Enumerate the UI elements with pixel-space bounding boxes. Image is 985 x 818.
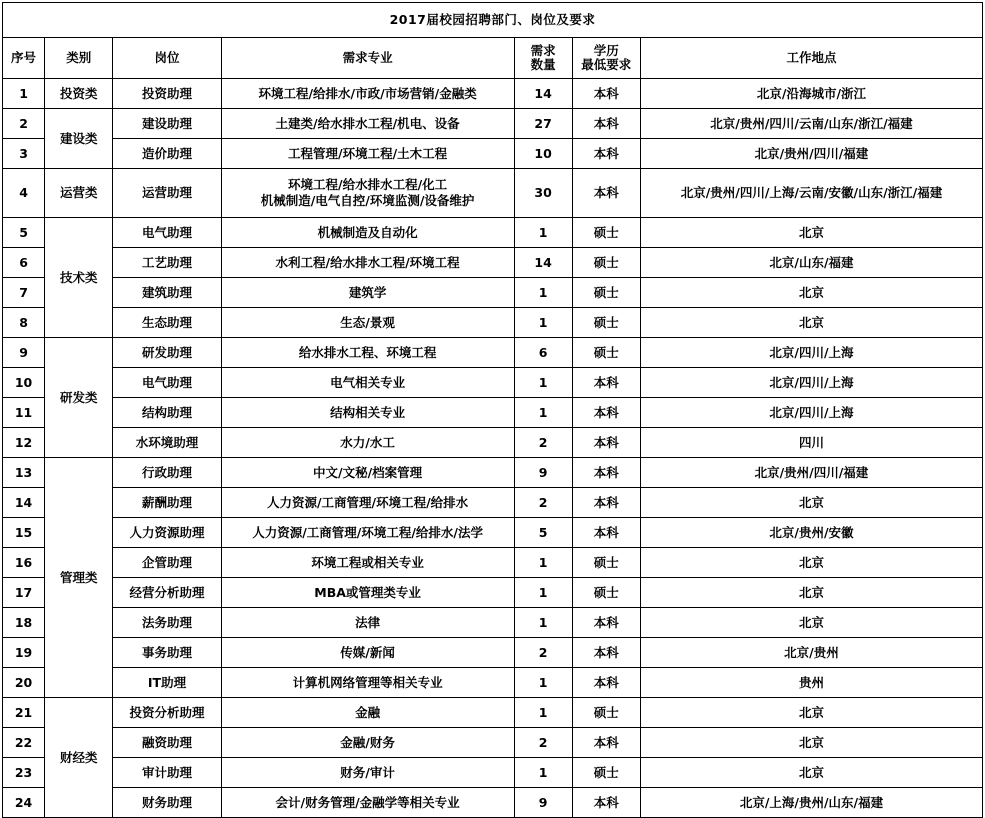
cell-no: 7: [3, 278, 45, 308]
cell-major: 会计/财务管理/金融学等相关专业: [221, 788, 514, 818]
cell-post: 经营分析助理: [113, 578, 221, 608]
cell-quantity: 6: [514, 338, 572, 368]
cell-post: 结构助理: [113, 398, 221, 428]
cell-post: 融资助理: [113, 728, 221, 758]
cell-location: 北京: [640, 608, 982, 638]
cell-education: 硕士: [572, 548, 640, 578]
cell-quantity: 5: [514, 518, 572, 548]
cell-location: 北京/四川/上海: [640, 398, 982, 428]
cell-education: 硕士: [572, 698, 640, 728]
cell-quantity: 1: [514, 398, 572, 428]
cell-location: 四川: [640, 428, 982, 458]
cell-education: 本科: [572, 79, 640, 109]
cell-major-line2: 机械制造/电气自控/环境监测/设备维护: [260, 193, 475, 208]
cell-major: 法律: [221, 608, 514, 638]
cell-post: 建设助理: [113, 109, 221, 139]
cell-no: 6: [3, 248, 45, 278]
cell-education: 本科: [572, 788, 640, 818]
cell-education: 硕士: [572, 248, 640, 278]
column-header-post: 岗位: [113, 38, 221, 79]
page-title: 2017届校园招聘部门、岗位及要求: [3, 3, 983, 38]
cell-no: 14: [3, 488, 45, 518]
recruitment-table: [2, 2, 983, 818]
cell-location: 北京/贵州/四川/福建: [640, 458, 982, 488]
cell-location: 北京: [640, 698, 982, 728]
cell-location: 北京: [640, 758, 982, 788]
cell-education: 本科: [572, 109, 640, 139]
table-row: [3, 338, 983, 368]
table-row: [3, 218, 983, 248]
cell-location: 北京/上海/贵州/山东/福建: [640, 788, 982, 818]
table-row: [3, 169, 983, 218]
table-row: [3, 668, 983, 698]
cell-major: 财务/审计: [221, 758, 514, 788]
title-row: [3, 3, 983, 38]
cell-post: 薪酬助理: [113, 488, 221, 518]
table-row: [3, 608, 983, 638]
cell-location: 北京/贵州/四川/云南/山东/浙江/福建: [640, 109, 982, 139]
cell-major: [221, 169, 514, 218]
column-header-quantity-line1: 需求: [530, 42, 556, 58]
column-header-quantity: [514, 38, 572, 79]
table-row: [3, 79, 983, 109]
cell-no: 17: [3, 578, 45, 608]
table-row: [3, 139, 983, 169]
table-row: [3, 638, 983, 668]
cell-quantity: 9: [514, 788, 572, 818]
cell-location: 北京: [640, 728, 982, 758]
cell-major: 环境工程/给排水/市政/市场营销/金融类: [221, 79, 514, 109]
cell-post: 法务助理: [113, 608, 221, 638]
cell-education: 硕士: [572, 218, 640, 248]
cell-post: 生态助理: [113, 308, 221, 338]
cell-category: 管理类: [45, 458, 113, 698]
cell-major: 人力资源/工商管理/环境工程/给排水/法学: [221, 518, 514, 548]
table-row: [3, 278, 983, 308]
cell-education: 本科: [572, 169, 640, 218]
cell-location: 北京/贵州: [640, 638, 982, 668]
cell-education: 硕士: [572, 338, 640, 368]
cell-location: 贵州: [640, 668, 982, 698]
table-row: [3, 248, 983, 278]
cell-major: MBA或管理类专业: [221, 578, 514, 608]
cell-location: 北京/贵州/四川/上海/云南/安徽/山东/浙江/福建: [640, 169, 982, 218]
cell-quantity: 1: [514, 668, 572, 698]
header-row: [3, 38, 983, 79]
cell-major: 工程管理/环境工程/土木工程: [221, 139, 514, 169]
table-row: [3, 758, 983, 788]
cell-major: 计算机网络管理等相关专业: [221, 668, 514, 698]
table-row: [3, 578, 983, 608]
recruitment-sheet: [0, 2, 985, 818]
cell-location: 北京: [640, 308, 982, 338]
cell-education: 本科: [572, 368, 640, 398]
cell-quantity: 2: [514, 488, 572, 518]
cell-post: 工艺助理: [113, 248, 221, 278]
column-header-location: 工作地点: [640, 38, 982, 79]
cell-no: 5: [3, 218, 45, 248]
cell-education: 硕士: [572, 308, 640, 338]
cell-education: 本科: [572, 458, 640, 488]
table-row: [3, 518, 983, 548]
cell-education: 本科: [572, 488, 640, 518]
cell-location: 北京/山东/福建: [640, 248, 982, 278]
cell-location: 北京/四川/上海: [640, 368, 982, 398]
cell-major-line1: 环境工程/给水排水工程/化工: [288, 176, 448, 192]
cell-no: 22: [3, 728, 45, 758]
cell-quantity: 2: [514, 728, 572, 758]
cell-major: 水力/水工: [221, 428, 514, 458]
cell-location: 北京: [640, 218, 982, 248]
table-row: [3, 368, 983, 398]
cell-category: 运营类: [45, 169, 113, 218]
cell-location: 北京/沿海城市/浙江: [640, 79, 982, 109]
cell-post: 企管助理: [113, 548, 221, 578]
cell-post: 研发助理: [113, 338, 221, 368]
cell-no: 18: [3, 608, 45, 638]
cell-education: 本科: [572, 668, 640, 698]
table-row: [3, 788, 983, 818]
cell-no: 9: [3, 338, 45, 368]
cell-post: 事务助理: [113, 638, 221, 668]
column-header-education-line2: 最低要求: [581, 57, 632, 72]
cell-major: 水利工程/给水排水工程/环境工程: [221, 248, 514, 278]
cell-major: 中文/文秘/档案管理: [221, 458, 514, 488]
cell-major: 结构相关专业: [221, 398, 514, 428]
cell-category: 建设类: [45, 109, 113, 169]
cell-location: 北京: [640, 488, 982, 518]
cell-no: 3: [3, 139, 45, 169]
cell-post: 投资分析助理: [113, 698, 221, 728]
column-header-no: 序号: [3, 38, 45, 79]
cell-quantity: 1: [514, 308, 572, 338]
cell-no: 21: [3, 698, 45, 728]
column-header-major: 需求专业: [221, 38, 514, 79]
cell-no: 13: [3, 458, 45, 488]
cell-education: 硕士: [572, 578, 640, 608]
cell-major: 生态/景观: [221, 308, 514, 338]
cell-category: 投资类: [45, 79, 113, 109]
cell-quantity: 1: [514, 218, 572, 248]
cell-no: 19: [3, 638, 45, 668]
cell-education: 本科: [572, 638, 640, 668]
cell-no: 16: [3, 548, 45, 578]
cell-major: 金融/财务: [221, 728, 514, 758]
cell-quantity: 14: [514, 248, 572, 278]
cell-location: 北京/四川/上海: [640, 338, 982, 368]
cell-post: 财务助理: [113, 788, 221, 818]
table-row: [3, 488, 983, 518]
table-row: [3, 308, 983, 338]
cell-post: 电气助理: [113, 368, 221, 398]
cell-major: 给水排水工程、环境工程: [221, 338, 514, 368]
cell-no: 11: [3, 398, 45, 428]
cell-quantity: 2: [514, 428, 572, 458]
cell-no: 4: [3, 169, 45, 218]
cell-no: 10: [3, 368, 45, 398]
cell-major: 电气相关专业: [221, 368, 514, 398]
cell-major: 土建类/给水排水工程/机电、设备: [221, 109, 514, 139]
cell-major: 传媒/新闻: [221, 638, 514, 668]
cell-category: 研发类: [45, 338, 113, 458]
cell-post: 建筑助理: [113, 278, 221, 308]
cell-category: 财经类: [45, 698, 113, 818]
cell-major: 金融: [221, 698, 514, 728]
cell-major: 建筑学: [221, 278, 514, 308]
table-row: [3, 428, 983, 458]
cell-post: 运营助理: [113, 169, 221, 218]
cell-quantity: 1: [514, 758, 572, 788]
cell-quantity: 1: [514, 608, 572, 638]
table-row: [3, 548, 983, 578]
cell-quantity: 14: [514, 79, 572, 109]
cell-post: 电气助理: [113, 218, 221, 248]
cell-education: 本科: [572, 428, 640, 458]
cell-no: 12: [3, 428, 45, 458]
cell-no: 2: [3, 109, 45, 139]
cell-education: 硕士: [572, 278, 640, 308]
table-row: [3, 109, 983, 139]
cell-quantity: 1: [514, 368, 572, 398]
cell-education: 本科: [572, 139, 640, 169]
cell-no: 24: [3, 788, 45, 818]
cell-education: 硕士: [572, 758, 640, 788]
cell-major: 机械制造及自动化: [221, 218, 514, 248]
column-header-category: 类别: [45, 38, 113, 79]
cell-major: 人力资源/工商管理/环境工程/给排水: [221, 488, 514, 518]
cell-no: 8: [3, 308, 45, 338]
table-row: [3, 698, 983, 728]
cell-no: 1: [3, 79, 45, 109]
column-header-education-line1: 学历: [593, 42, 619, 58]
cell-quantity: 1: [514, 578, 572, 608]
cell-quantity: 1: [514, 278, 572, 308]
cell-post: 人力资源助理: [113, 518, 221, 548]
cell-quantity: 9: [514, 458, 572, 488]
cell-quantity: 1: [514, 698, 572, 728]
cell-quantity: 2: [514, 638, 572, 668]
cell-location: 北京: [640, 578, 982, 608]
cell-no: 15: [3, 518, 45, 548]
cell-post: 审计助理: [113, 758, 221, 788]
table-row: [3, 398, 983, 428]
cell-post: 水环境助理: [113, 428, 221, 458]
cell-post: 造价助理: [113, 139, 221, 169]
cell-quantity: 10: [514, 139, 572, 169]
cell-location: 北京/贵州/安徽: [640, 518, 982, 548]
cell-education: 本科: [572, 518, 640, 548]
cell-quantity: 1: [514, 548, 572, 578]
cell-location: 北京: [640, 548, 982, 578]
cell-quantity: 30: [514, 169, 572, 218]
table-row: [3, 728, 983, 758]
cell-education: 本科: [572, 728, 640, 758]
cell-post: 行政助理: [113, 458, 221, 488]
cell-major: 环境工程或相关专业: [221, 548, 514, 578]
cell-post: IT助理: [113, 668, 221, 698]
cell-education: 本科: [572, 398, 640, 428]
cell-post: 投资助理: [113, 79, 221, 109]
cell-quantity: 27: [514, 109, 572, 139]
cell-category: 技术类: [45, 218, 113, 338]
cell-location: 北京: [640, 278, 982, 308]
cell-education: 本科: [572, 608, 640, 638]
column-header-quantity-line2: 数量: [530, 57, 556, 72]
cell-no: 20: [3, 668, 45, 698]
cell-location: 北京/贵州/四川/福建: [640, 139, 982, 169]
column-header-education: [572, 38, 640, 79]
table-row: [3, 458, 983, 488]
cell-no: 23: [3, 758, 45, 788]
